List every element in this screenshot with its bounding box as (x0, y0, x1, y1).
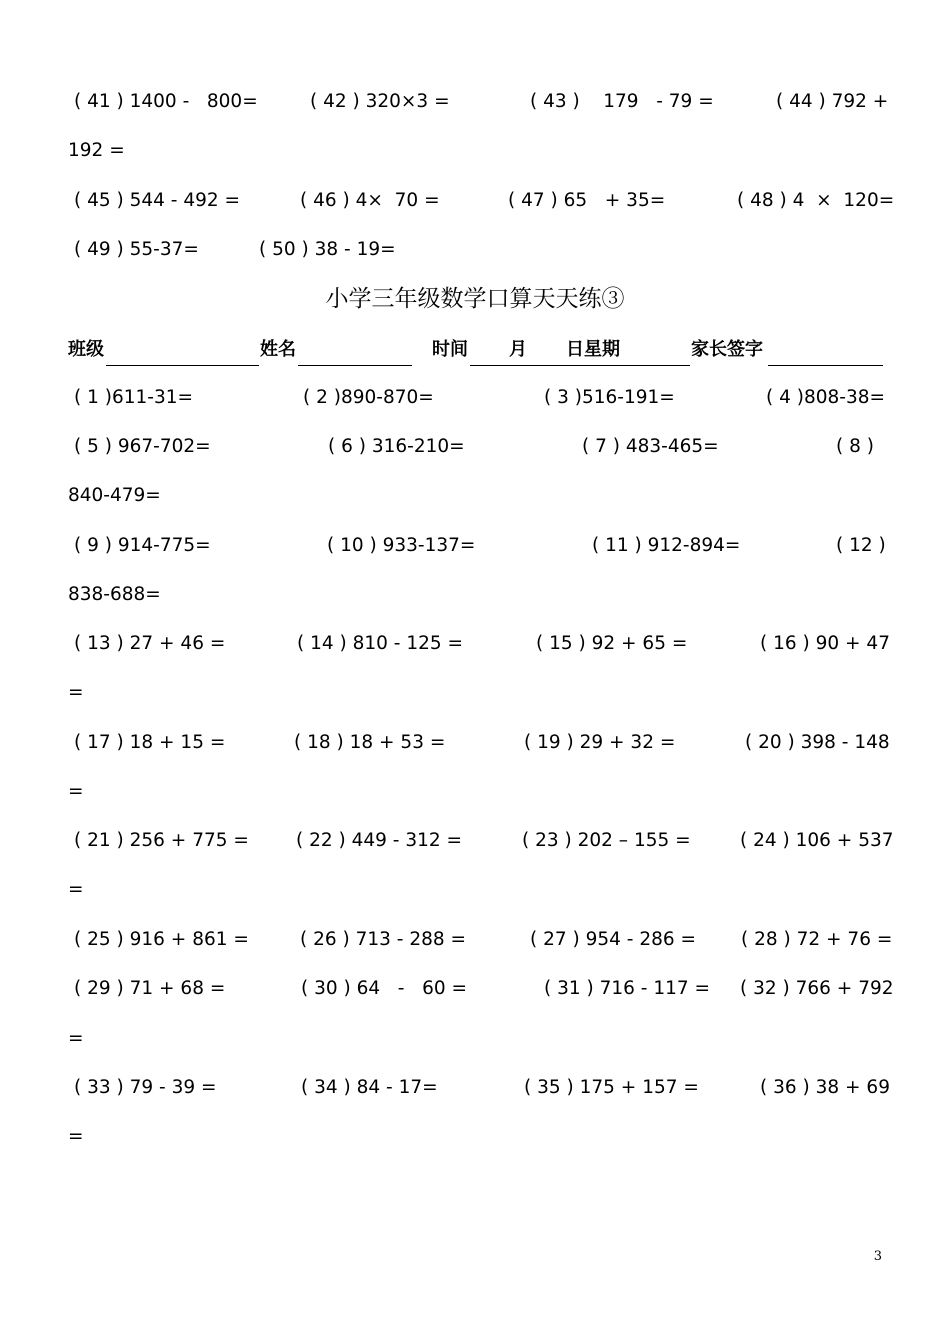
problem-item: ( 41 ) 1400 - 800= (74, 91, 258, 112)
problem-item: ( 16 ) 90 + 47 (760, 633, 890, 654)
problem-item: ( 33 ) 79 - 39 = (74, 1077, 217, 1098)
problem-item: ( 35 ) 175 + 157 = (524, 1077, 699, 1098)
problem-item: ( 8 ) (836, 436, 874, 457)
problem-item: ( 49 ) 55-37= (74, 239, 199, 260)
problem-wrap (68, 481, 884, 511)
problem-item: ( 15 ) 92 + 65 = (536, 633, 688, 654)
problem-row (68, 87, 889, 117)
problem-item: ( 27 ) 954 - 286 = (530, 929, 697, 950)
problem-item: ( 47 ) 65 + 35= (508, 190, 666, 211)
class-blank[interactable] (106, 365, 259, 366)
problem-wrap (68, 678, 884, 708)
problem-row (68, 186, 895, 216)
problem-item: ( 3 )516-191= (544, 387, 675, 408)
problem-item: ( 23 ) 202 – 155 = (522, 830, 691, 851)
problem-continuation: = (68, 682, 84, 703)
problem-row (68, 432, 884, 462)
problem-item: ( 42 ) 320×3 = (310, 91, 450, 112)
problem-continuation: 838-688= (68, 584, 161, 605)
problem-continuation: = (68, 1126, 84, 1147)
problem-row (68, 383, 884, 413)
problem-continuation: = (68, 781, 84, 802)
problem-item: ( 12 ) (836, 535, 886, 556)
problem-row (68, 235, 884, 265)
problem-item: ( 30 ) 64 - 60 = (301, 978, 468, 999)
problem-item: ( 2 )890-870= (303, 387, 434, 408)
problem-continuation: 192 = (68, 140, 125, 161)
worksheet-title: 小学三年级数学口算天天练③ (325, 286, 625, 312)
problem-row (68, 728, 890, 758)
name-blank[interactable] (298, 365, 412, 366)
problem-item: ( 45 ) 544 - 492 = (74, 190, 241, 211)
problem-wrap (68, 1122, 884, 1152)
month-label: 月 (509, 339, 527, 360)
problem-item: ( 22 ) 449 - 312 = (296, 830, 463, 851)
problem-continuation: = (68, 1028, 84, 1049)
problem-item: ( 25 ) 916 + 861 = (74, 929, 249, 950)
problem-item: ( 32 ) 766 + 792 (740, 978, 894, 999)
problem-wrap (68, 580, 884, 610)
problem-item: ( 29 ) 71 + 68 = (74, 978, 226, 999)
problem-item: ( 24 ) 106 + 537 (740, 830, 894, 851)
problem-wrap (68, 1024, 884, 1054)
problem-item: ( 20 ) 398 - 148 (745, 732, 890, 753)
problem-row (68, 925, 893, 955)
problem-row (68, 826, 894, 856)
problem-item: ( 7 ) 483-465= (582, 436, 719, 457)
problem-item: ( 18 ) 18 + 53 = (294, 732, 446, 753)
problem-item: ( 50 ) 38 - 19= (259, 239, 396, 260)
problem-continuation: = (68, 879, 84, 900)
problem-item: ( 26 ) 713 - 288 = (300, 929, 467, 950)
problem-item: ( 10 ) 933-137= (327, 535, 476, 556)
problem-item: ( 13 ) 27 + 46 = (74, 633, 226, 654)
name-label: 姓名 (260, 339, 296, 360)
problem-item: ( 9 ) 914-775= (74, 535, 211, 556)
problem-row (68, 531, 884, 561)
problem-wrap (68, 777, 884, 807)
problem-item: ( 48 ) 4 × 120= (737, 190, 895, 211)
problem-item: ( 36 ) 38 + 69 (760, 1077, 890, 1098)
problem-row (68, 974, 894, 1004)
problem-wrap (68, 875, 884, 905)
time-label: 时间 (432, 339, 468, 360)
problem-item: ( 34 ) 84 - 17= (301, 1077, 438, 1098)
problem-item: ( 6 ) 316-210= (328, 436, 465, 457)
day-week-label: 日星期 (566, 339, 620, 360)
parent-sign-blank[interactable] (768, 365, 883, 366)
problem-item: ( 46 ) 4× 70 = (300, 190, 440, 211)
problem-item: ( 14 ) 810 - 125 = (297, 633, 464, 654)
problem-item: ( 4 )808-38= (766, 387, 885, 408)
problem-row (68, 629, 890, 659)
problem-item: ( 44 ) 792 + (776, 91, 889, 112)
problem-item: ( 19 ) 29 + 32 = (524, 732, 676, 753)
problem-item: ( 21 ) 256 + 775 = (74, 830, 249, 851)
parent-sign-label: 家长签字 (691, 339, 763, 360)
problem-item: ( 11 ) 912-894= (592, 535, 741, 556)
problem-continuation: 840-479= (68, 485, 161, 506)
page-number: 3 (873, 1249, 882, 1264)
problem-item: ( 17 ) 18 + 15 = (74, 732, 226, 753)
problem-item: ( 43 ) 179 - 79 = (530, 91, 714, 112)
problem-wrap (68, 136, 884, 166)
class-label: 班级 (68, 339, 104, 360)
problem-row (68, 1073, 890, 1103)
problem-item: ( 1 )611-31= (74, 387, 193, 408)
problem-item: ( 5 ) 967-702= (74, 436, 211, 457)
problem-item: ( 31 ) 716 - 117 = (544, 978, 711, 999)
problem-item: ( 28 ) 72 + 76 = (741, 929, 893, 950)
